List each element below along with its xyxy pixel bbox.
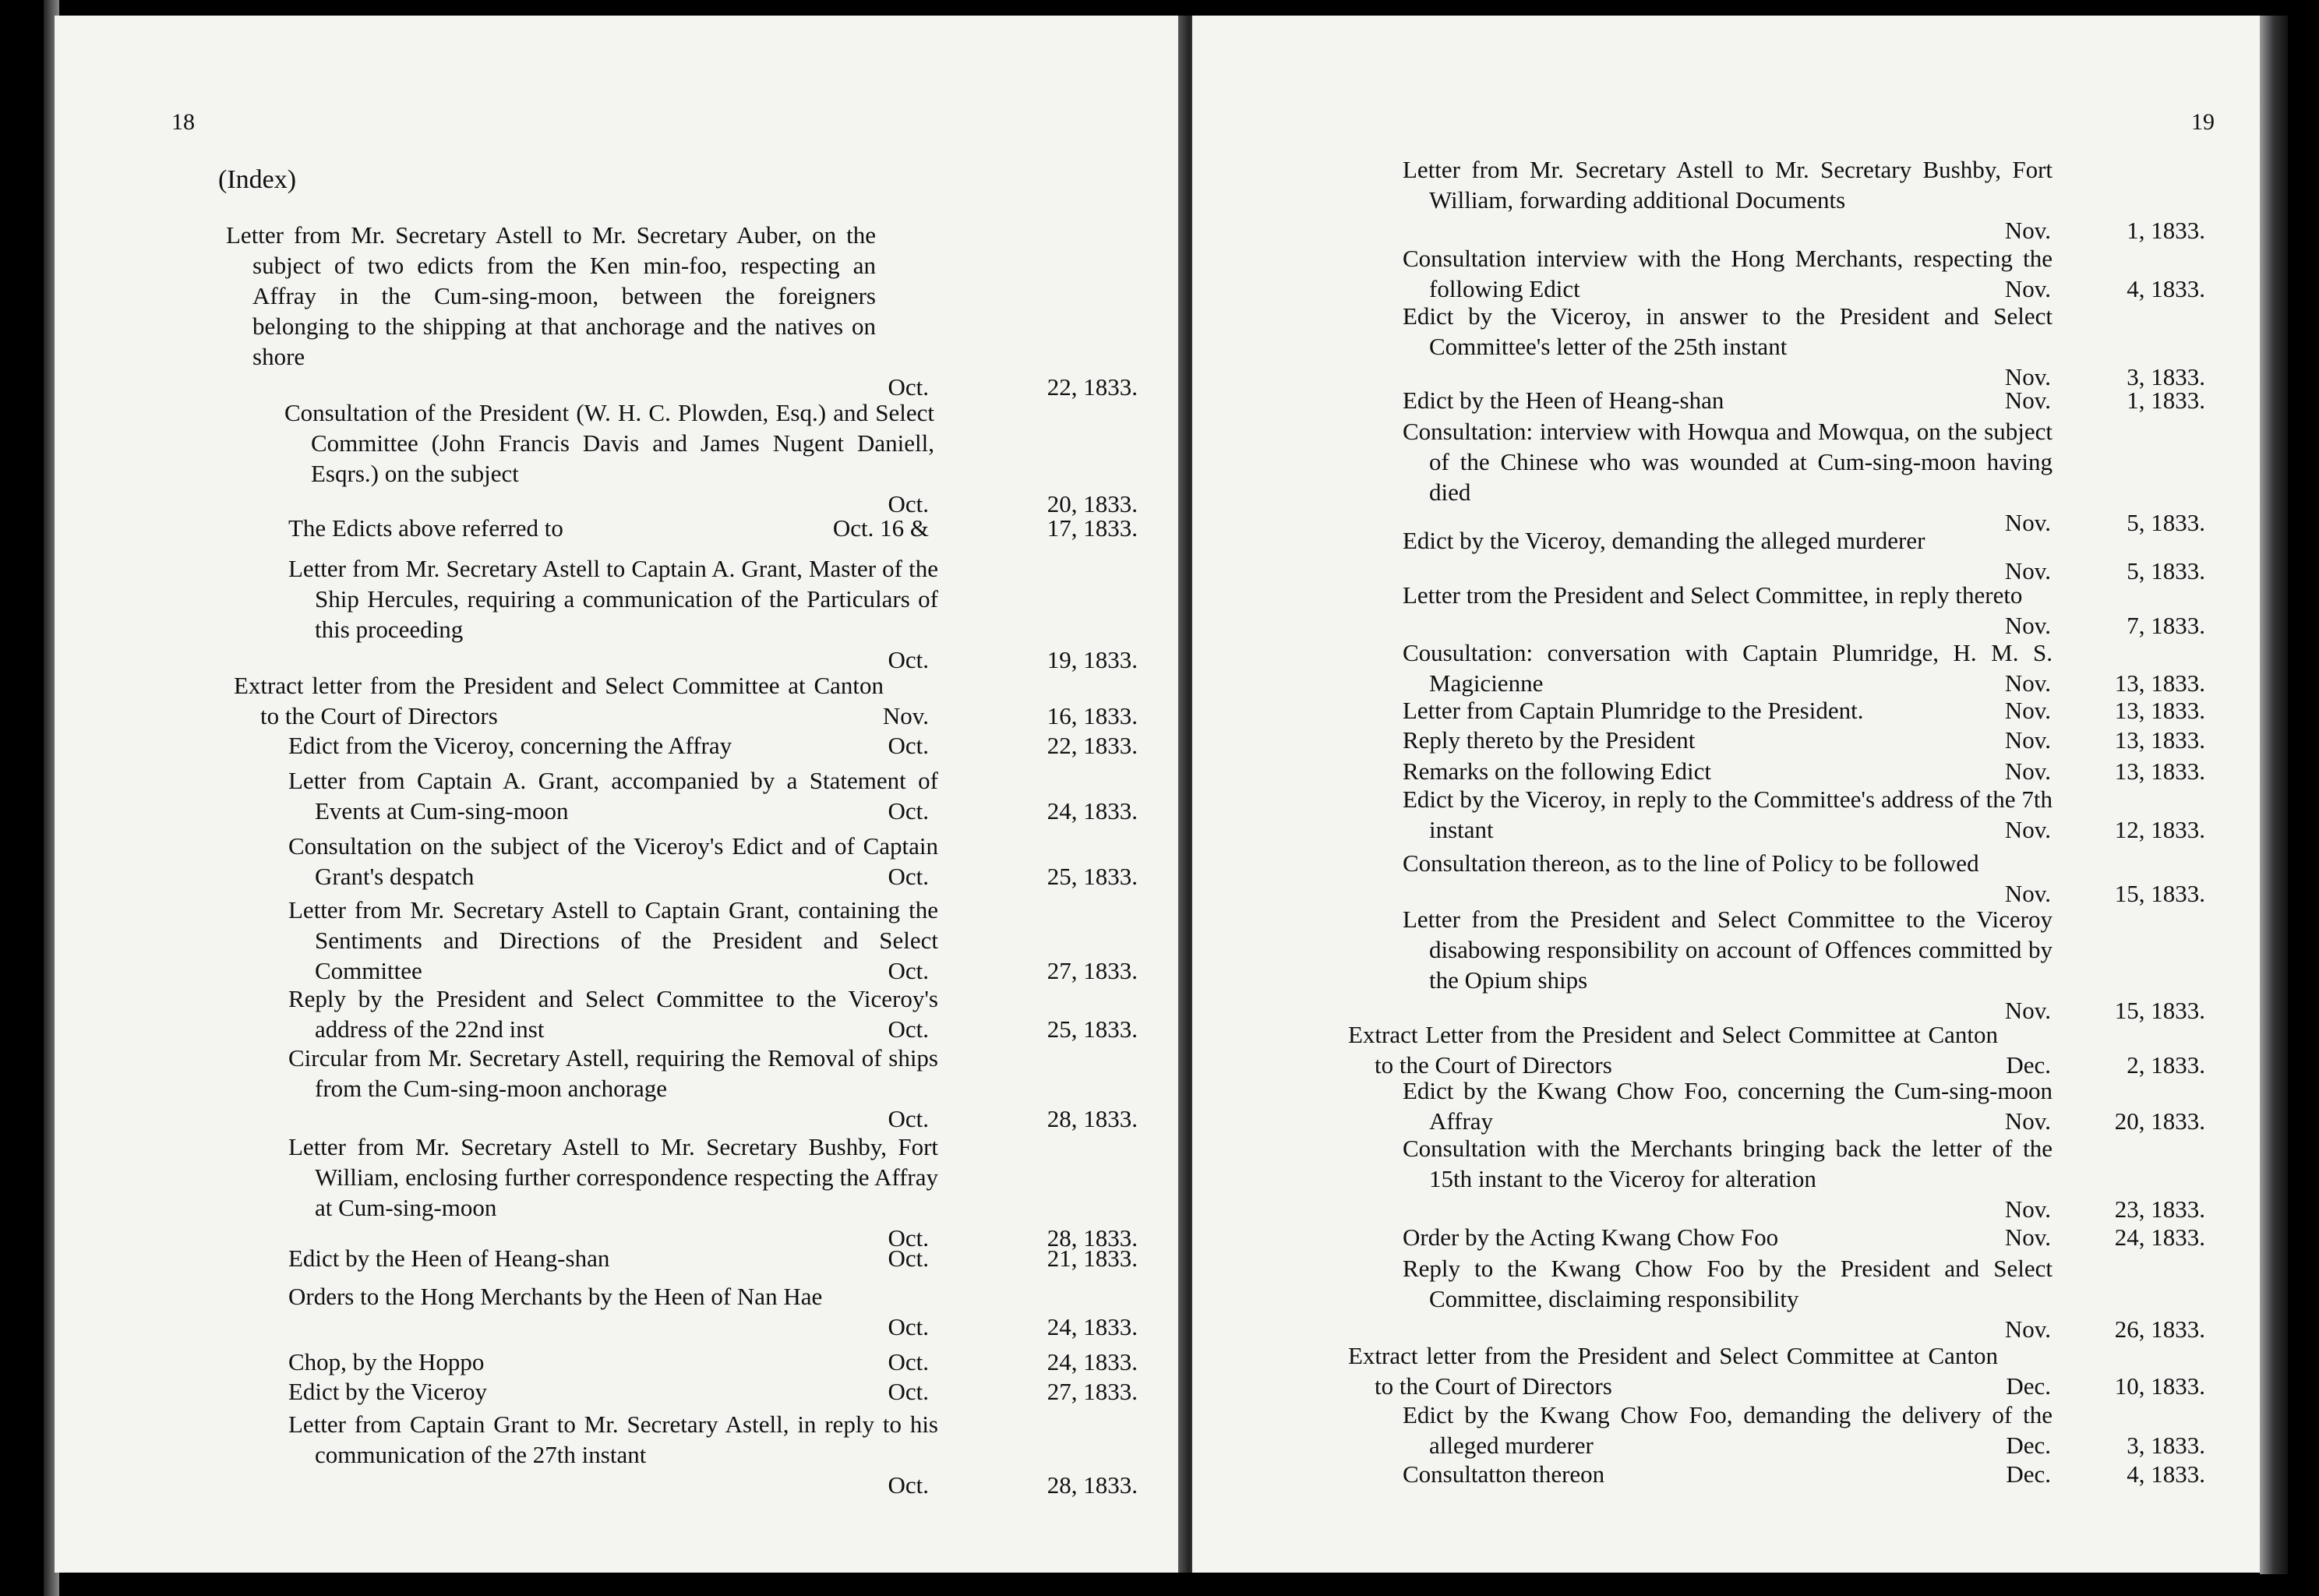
index-entry (1403, 580, 2213, 641)
entry-month: Oct. (888, 1105, 929, 1132)
entry-month: Nov. (2004, 880, 2051, 907)
entry-description: Chop, by the Hoppo (288, 1348, 485, 1375)
index-entry (1403, 301, 2213, 392)
entry-date: 4, 1833. (2127, 1460, 2205, 1488)
index-entry (284, 397, 1145, 519)
entry-month: Dec. (2006, 1460, 2051, 1488)
entry-month: Oct. (888, 646, 929, 673)
entry-month: Oct. (888, 797, 929, 824)
entry-month: Nov. (2004, 669, 2051, 697)
entry-description: The Edicts above referred to (288, 514, 563, 542)
entry-date: 3, 1833. (2127, 363, 2205, 390)
entry-month: Oct. (888, 1224, 929, 1252)
entry-month: Nov. (2004, 1315, 2051, 1343)
entry-description: Letter from Mr. Secretary Astell to Mr. Secretary Bushby, Fort William, enclosing further correspondence respecting the Affray at Cum-sing-moon (288, 1133, 938, 1221)
index-entry (226, 220, 1145, 402)
entry-month: Oct. (888, 373, 929, 401)
entry-description: Cousultation: conversation with Captain Plumridge, H. M. S. Magicienne (1403, 639, 2053, 697)
entry-description: Consultatton thereon (1403, 1460, 1605, 1488)
entry-description: Reply to the Kwang Chow Foo by the President and Select Committee, disclaiming responsibility (1403, 1255, 2053, 1312)
entry-description: Order by the Acting Kwang Chow Foo (1403, 1223, 1779, 1251)
entry-date: 15, 1833. (2114, 997, 2205, 1024)
entry-date: 16, 1833. (1047, 702, 1138, 729)
entry-date: 28, 1833. (1047, 1224, 1138, 1252)
index-entry (1403, 1400, 2213, 1460)
entry-month: Oct. (888, 1471, 929, 1499)
entry-month: Oct. (888, 863, 929, 890)
index-entry (1403, 154, 2213, 245)
entry-date: 20, 1833. (1047, 490, 1138, 517)
entry-description: Remarks on the following Edict (1403, 757, 1712, 785)
entry-description: Circular from Mr. Secretary Astell, requiring the Removal of ships from the Cum-sing-moon anchorage (288, 1044, 938, 1102)
entry-month: Nov. (882, 702, 929, 729)
index-entry (288, 553, 1145, 675)
entry-description: Edict by the Heen of Heang-shan (1403, 387, 1724, 414)
entry-date: 1, 1833. (2127, 387, 2205, 414)
entry-description: Letter from Mr. Secretary Astell to Captain A. Grant, Master of the Ship Hercules, requiring a communication of the Particulars of this proceeding (288, 555, 938, 643)
index-entry (1403, 1133, 2213, 1224)
index-entry (1403, 243, 2213, 304)
entry-description: Extract letter from the President and Select Committee at Canton to the Court of Directors (234, 672, 884, 729)
entry-date: 28, 1833. (1047, 1471, 1138, 1499)
entry-month: Nov. (2004, 816, 2051, 843)
entry-date: 21, 1833. (1047, 1245, 1138, 1272)
entry-date: 2, 1833. (2127, 1051, 2205, 1079)
entry-description: Consultation with the Merchants bringing back the letter of the 15th instant to the Viceroy for alteration (1403, 1135, 2053, 1192)
entry-date: 23, 1833. (2114, 1195, 2205, 1223)
index-entry (1403, 637, 2213, 698)
entry-month: Nov. (2004, 997, 2051, 1024)
entry-description: Edict by the Viceroy, demanding the alleged murderer (1403, 527, 1925, 554)
index-entry (288, 730, 1145, 761)
index-entry (1403, 904, 2213, 1026)
entry-description: Edict by the Heen of Heang-shan (288, 1245, 610, 1272)
entry-description: Letter from Captain Plumridge to the President. (1403, 697, 1864, 724)
entry-month: Oct. (888, 1348, 929, 1375)
page-number: 18 (171, 109, 195, 135)
entry-date: 27, 1833. (1047, 957, 1138, 984)
index-entry (288, 1409, 1145, 1500)
right-page (1192, 16, 2261, 1573)
entry-date: 26, 1833. (2114, 1315, 2205, 1343)
entry-date: 17, 1833. (1047, 514, 1138, 542)
entry-month: Nov. (2004, 387, 2051, 414)
entry-month: Oct. 16 & (832, 514, 929, 542)
index-entry (288, 1347, 1145, 1377)
entry-description: Consultation thereon, as to the line of Policy to be followed (1403, 849, 1979, 877)
entry-date: 13, 1833. (2114, 669, 2205, 697)
left-page (55, 16, 1184, 1573)
index-heading: (Index) (218, 165, 297, 194)
index-entry (1348, 1019, 2213, 1080)
index-entry (1348, 1340, 2213, 1401)
entry-date: 13, 1833. (2114, 697, 2205, 724)
entry-month: Oct. (888, 1245, 929, 1272)
entry-date: 3, 1833. (2127, 1432, 2205, 1459)
index-entry (288, 983, 1145, 1044)
entry-date: 24, 1833. (2114, 1223, 2205, 1251)
entry-month: Nov. (2004, 509, 2051, 536)
entry-date: 24, 1833. (1047, 1348, 1138, 1375)
entry-description: Reply by the President and Select Committee to the Viceroy's address of the 22nd inst (288, 985, 938, 1043)
entry-date: 5, 1833. (2127, 509, 2205, 536)
entry-description: Extract Letter from the President and Select Committee at Canton to the Court of Directors (1348, 1021, 1998, 1079)
entry-month: Nov. (2004, 1223, 2051, 1251)
index-entry (288, 1281, 1145, 1342)
entry-month: Dec. (2006, 1432, 2051, 1459)
index-entry (288, 831, 1145, 892)
entry-month: Dec. (2006, 1051, 2051, 1079)
entry-date: 22, 1833. (1047, 732, 1138, 759)
entry-month: Oct. (888, 490, 929, 517)
entry-date: 20, 1833. (2114, 1107, 2205, 1135)
entry-month: Oct. (888, 1015, 929, 1043)
entry-date: 4, 1833. (2127, 275, 2205, 302)
entry-description: Consultation of the President (W. H. C. Plowden, Esq.) and Select Committee (John Francis Davis and James Nugent Daniell, Esqrs.) on the subject (284, 399, 934, 487)
entry-month: Nov. (2004, 217, 2051, 244)
entry-date: 24, 1833. (1047, 1313, 1138, 1340)
entry-date: 19, 1833. (1047, 646, 1138, 673)
entry-date: 1, 1833. (2127, 217, 2205, 244)
index-entry (1403, 416, 2213, 538)
index-entry (1403, 848, 2213, 909)
entry-date: 10, 1833. (2114, 1372, 2205, 1400)
entry-description: Consultation interview with the Hong Merchants, respecting the following Edict (1403, 245, 2053, 302)
entry-description: Extract letter from the President and Select Committee at Canton to the Court of Directors (1348, 1342, 1998, 1400)
entry-description: Letter from Captain A. Grant, accompanied by a Statement of Events at Cum-sing-moon (288, 767, 938, 824)
entry-month: Nov. (2004, 363, 2051, 390)
index-entry (1403, 1459, 2213, 1489)
entry-date: 22, 1833. (1047, 373, 1138, 401)
index-entry (1403, 525, 2213, 586)
entry-description: Letter from Captain Grant to Mr. Secretary Astell, in reply to his communication of the 27th instant (288, 1411, 938, 1468)
entry-date: 13, 1833. (2114, 726, 2205, 754)
entry-description: Edict by the Viceroy (288, 1378, 487, 1405)
index-entry (1403, 695, 2213, 726)
entry-description: Edict from the Viceroy, concerning the Affray (288, 732, 732, 759)
index-entry (1403, 385, 2213, 415)
entry-month: Nov. (2004, 557, 2051, 584)
entry-description: Edict by the Kwang Chow Foo, demanding the delivery of the alleged murderer (1403, 1401, 2053, 1459)
index-entry (288, 1243, 1145, 1273)
entry-date: 27, 1833. (1047, 1378, 1138, 1405)
entry-month: Nov. (2004, 1195, 2051, 1223)
entry-date: 25, 1833. (1047, 1015, 1138, 1043)
entry-description: Reply thereto by the President (1403, 726, 1696, 754)
index-entry (1403, 1222, 2213, 1252)
index-entry (1403, 756, 2213, 786)
entry-description: Edict by the Viceroy, in reply to the Committee's address of the 7th instant (1403, 786, 2053, 843)
entry-description: Letter trom the President and Select Committee, in reply thereto (1403, 581, 2023, 609)
entry-description: Consultation: interview with Howqua and Mowqua, on the subject of the Chinese who was wounded at Cum-sing-moon having died (1403, 418, 2053, 506)
entry-month: Nov. (2004, 757, 2051, 785)
entry-date: 28, 1833. (1047, 1105, 1138, 1132)
entry-description: Edict by the Kwang Chow Foo, concerning the Cum-sing-moon Affray (1403, 1077, 2053, 1135)
index-entry (288, 895, 1145, 986)
index-entry (288, 1043, 1145, 1134)
entry-date: 5, 1833. (2127, 557, 2205, 584)
entry-date: 7, 1833. (2127, 612, 2205, 639)
index-entry (234, 670, 1145, 731)
entry-description: Letter from Mr. Secretary Astell to Captain Grant, containing the Sentiments and Directions of the President and Select Committee (288, 896, 938, 984)
entry-month: Oct. (888, 1378, 929, 1405)
index-entry (288, 1132, 1145, 1253)
entry-date: 25, 1833. (1047, 863, 1138, 890)
index-entry (288, 513, 1145, 543)
book-right-edge (2260, 16, 2288, 1574)
entry-description: Letter from the President and Select Committee to the Viceroy disabowing responsibility on account of Offences committed by the Opium ships (1403, 906, 2053, 994)
entry-date: 12, 1833. (2114, 816, 2205, 843)
entry-description: Consultation on the subject of the Viceroy's Edict and of Captain Grant's despatch (288, 832, 938, 890)
entry-month: Oct. (888, 732, 929, 759)
entry-description: Orders to the Hong Merchants by the Heen of Nan Hae (288, 1283, 823, 1310)
index-entry (1403, 1253, 2213, 1344)
entry-month: Oct. (888, 957, 929, 984)
index-entry (288, 765, 1145, 826)
entry-description: Letter from Mr. Secretary Astell to Mr. Secretary Auber, on the subject of two edicts from the Ken min-foo, respecting an Affray in the Cum-sing-moon, between the foreigners belonging to the shipping at that anchorage and the natives on shore (226, 221, 876, 370)
entry-month: Nov. (2004, 1107, 2051, 1135)
entry-month: Nov. (2004, 726, 2051, 754)
entry-month: Nov. (2004, 275, 2051, 302)
index-entry (1403, 784, 2213, 845)
entry-month: Nov. (2004, 612, 2051, 639)
index-entry (1403, 1075, 2213, 1136)
entry-month: Dec. (2006, 1372, 2051, 1400)
entry-month: Oct. (888, 1313, 929, 1340)
entry-description: Letter from Mr. Secretary Astell to Mr. Secretary Bushby, Fort William, forwarding additional Documents (1403, 156, 2053, 214)
index-entry (288, 1376, 1145, 1407)
page-number: 19 (2191, 109, 2215, 135)
entry-date: 13, 1833. (2114, 757, 2205, 785)
entry-month: Nov. (2004, 697, 2051, 724)
entry-date: 15, 1833. (2114, 880, 2205, 907)
index-entry (1403, 725, 2213, 755)
entry-date: 24, 1833. (1047, 797, 1138, 824)
entry-description: Edict by the Viceroy, in answer to the President and Select Committee's letter of the 25th instant (1403, 302, 2053, 360)
